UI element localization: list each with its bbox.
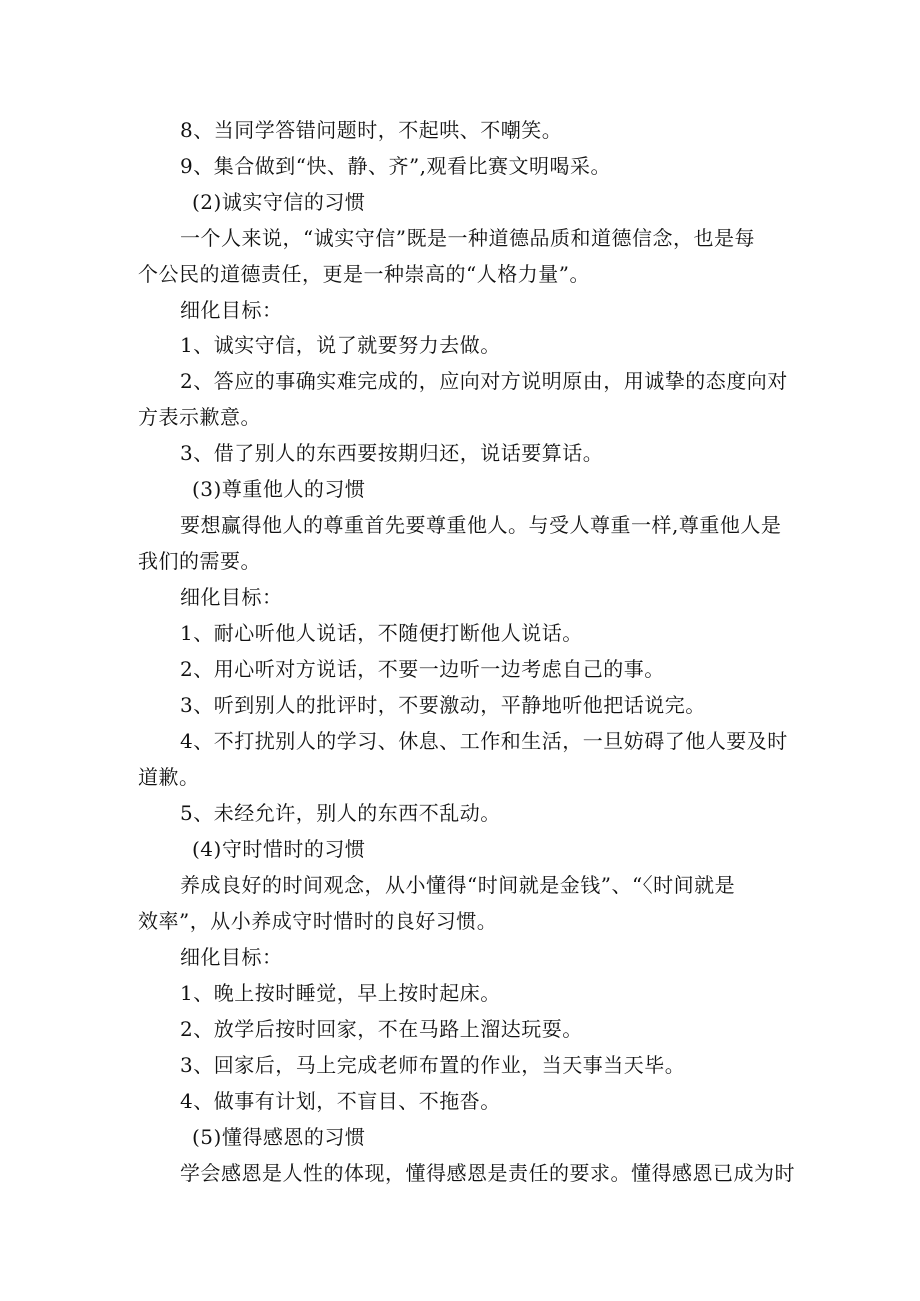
list-item: 1、晚上按时睡觉，早上按时起床。 xyxy=(180,981,501,1005)
paragraph-line: 一个人来说，“诚实守信”既是一种道德品质和道德信念，也是每 xyxy=(180,226,755,250)
list-item: 方表示歉意。 xyxy=(138,405,261,429)
subheading: 细化目标： xyxy=(180,585,283,609)
list-item: 1、耐心听他人说话，不随便打断他人说话。 xyxy=(180,621,583,645)
paragraph-line: 要想赢得他人的尊重首先要尊重他人。与受人尊重一样,尊重他人是 xyxy=(180,513,782,537)
list-item: 3、听到别人的批评时，不要激动，平静地听他把话说完。 xyxy=(180,693,706,717)
paragraph-line: 效率”，从小养成守时惜时的良好习惯。 xyxy=(138,909,498,933)
list-item: 4、不打扰别人的学习、休息、工作和生活，一旦妨碍了他人要及时 xyxy=(180,729,788,753)
list-item: 5、未经允许，别人的东西不乱动。 xyxy=(180,801,501,825)
paragraph-line: 学会感恩是人性的体现，懂得感恩是责任的要求。懂得感恩已成为时 xyxy=(180,1161,795,1185)
list-item: 3、借了别人的东西要按期归还，说话要算话。 xyxy=(180,441,604,465)
list-item: 道歉。 xyxy=(138,765,200,789)
section-heading: (3)尊重他人的习惯 xyxy=(192,477,366,501)
paragraph-line: 个公民的道德责任，更是一种崇高的“人格力量”。 xyxy=(138,262,590,286)
paragraph-line: 我们的需要。 xyxy=(138,549,261,573)
list-item: 2、用心听对方说话，不要一边听一边考虑自己的事。 xyxy=(180,657,665,681)
section-heading: (4)守时惜时的习惯 xyxy=(192,837,366,861)
list-item: 4、做事有计划，不盲目、不拖沓。 xyxy=(180,1089,501,1113)
list-item: 3、回家后，马上完成老师布置的作业，当天事当天毕。 xyxy=(180,1053,686,1077)
section-heading: (5)懂得感恩的习惯 xyxy=(192,1125,366,1149)
section-heading: (2)诚实守信的习惯 xyxy=(192,190,366,214)
subheading: 细化目标： xyxy=(180,298,283,322)
paragraph-line: 养成良好的时间观念，从小懂得“时间就是金钱”、“〈时间就是 xyxy=(180,873,736,897)
text-line: 8、当同学答错问题时，不起哄、不嘲笑。 xyxy=(180,118,563,142)
list-item: 1、诚实守信，说了就要努力去做。 xyxy=(180,333,501,357)
text-line: 9、集合做到“快、静、齐”,观看比赛文明喝采。 xyxy=(180,154,612,178)
list-item: 2、答应的事确实难完成的，应向对方说明原由，用诚挚的态度向对 xyxy=(180,369,788,393)
list-item: 2、放学后按时回家，不在马路上溜达玩耍。 xyxy=(180,1017,583,1041)
subheading: 细化目标： xyxy=(180,945,283,969)
